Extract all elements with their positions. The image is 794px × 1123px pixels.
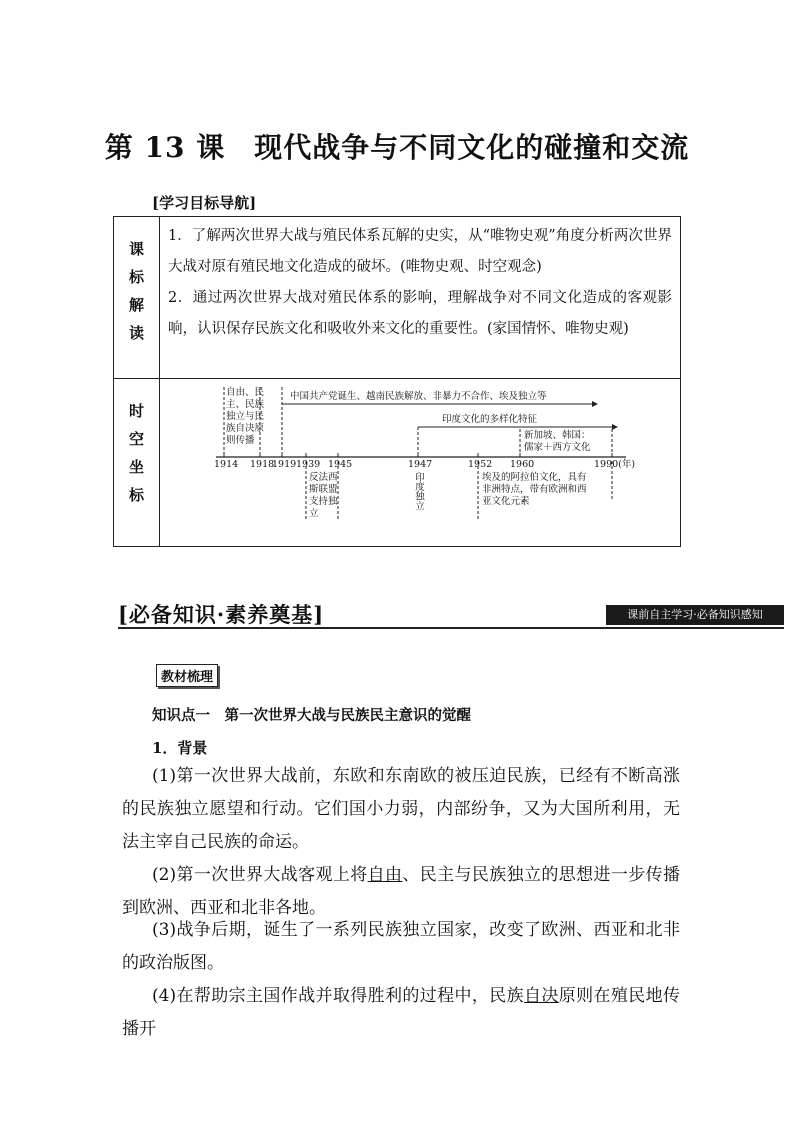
section-rule <box>118 627 784 629</box>
year-1960: 1960 <box>510 459 535 470</box>
timeline-below-1952: 埃及的阿拉伯文化，具有 非洲特点，带有欧洲和西 亚文化元素 <box>482 472 587 507</box>
underlined-term-freedom: 自由 <box>367 865 403 885</box>
textbook-tag: 教材梳理 <box>156 664 218 687</box>
underlined-term-self-determination: 自决 <box>523 986 559 1006</box>
year-1939: 1939 <box>296 459 321 470</box>
year-1918: 1918 <box>250 459 275 470</box>
goal-label: [学习目标导航] <box>152 194 257 212</box>
year-1945: 1945 <box>328 459 353 470</box>
paragraph-2: (2)第一次世界大战客观上将自由、民主与民族独立的思想进一步传播到欧洲、西亚和北非各地。 <box>122 865 680 918</box>
paragraph-3: (3)战争后期，诞生了一系列民族独立国家，改变了欧洲、西亚和北非的政治版图。 <box>122 920 680 973</box>
timeline-below-1947: 印度独立 <box>413 472 424 510</box>
paragraph-4: (4)在帮助宗主国作战并取得胜利的过程中，民族自决原则在殖民地传播开 <box>122 986 681 1039</box>
timeline-below-1939: 反法西 斯联盟 支持独 立 <box>309 472 338 519</box>
knowledge-point-title: 知识点一 第一次世界大战与民族民主意识的觉醒 <box>152 707 471 724</box>
page-title: 第 13 课 现代战争与不同文化的碰撞和交流 <box>104 131 690 164</box>
year-1919: 1919 <box>272 459 297 470</box>
side-label-curriculum: 课 标 解 读 <box>114 217 160 379</box>
objective-item-2: 2．通过两次世界大战对殖民体系的影响，理解战争对不同文化造成的客观影响，认识保存民族文化和吸收外来文化的重要性。(家国情怀、唯物史观) <box>168 290 672 337</box>
year-1914: 1914 <box>214 459 239 470</box>
section-heading: [必备知识·素养奠基] <box>118 602 325 627</box>
year-1952: 1952 <box>468 459 493 470</box>
year-1990: 1990(年) <box>594 459 636 470</box>
side-label-timeline: 时 空 坐 标 <box>114 379 160 547</box>
timeline-arrow-mid-label: 印度文化的多样化特征 <box>442 414 538 425</box>
timeline-box-1914: 自由、民 主、民族 独立与民 族自决原 则传播 <box>226 387 265 446</box>
timeline-diagram <box>160 379 680 539</box>
timeline-arrow-top-label: 中国共产党诞生、越南民族解放、非暴力不合作、埃及独立等 <box>290 391 547 402</box>
section-tag: 课前自主学习·必备知识感知 <box>606 605 784 625</box>
subheading-background: 1．背景 <box>152 739 208 757</box>
timeline-arrow-low-label: 新加坡、韩国： 儒家＋西方文化 <box>524 430 591 453</box>
paragraph-1: (1)第一次世界大战前，东欧和东南欧的被压迫民族，已经有不断高涨的民族独立愿望和行动。它们国小力弱，内部纷争，又为大国所利用，无法主宰自己民族的命运。 <box>122 766 680 852</box>
year-1947: 1947 <box>408 459 433 470</box>
objective-item-1: 1．了解两次世界大战与殖民体系瓦解的史实，从“唯物史观”角度分析两次世界大战对原有殖民地文化造成的破坏。(唯物史观、时空观念) <box>168 228 672 275</box>
objectives-table <box>113 216 681 547</box>
objectives-content <box>160 217 681 379</box>
